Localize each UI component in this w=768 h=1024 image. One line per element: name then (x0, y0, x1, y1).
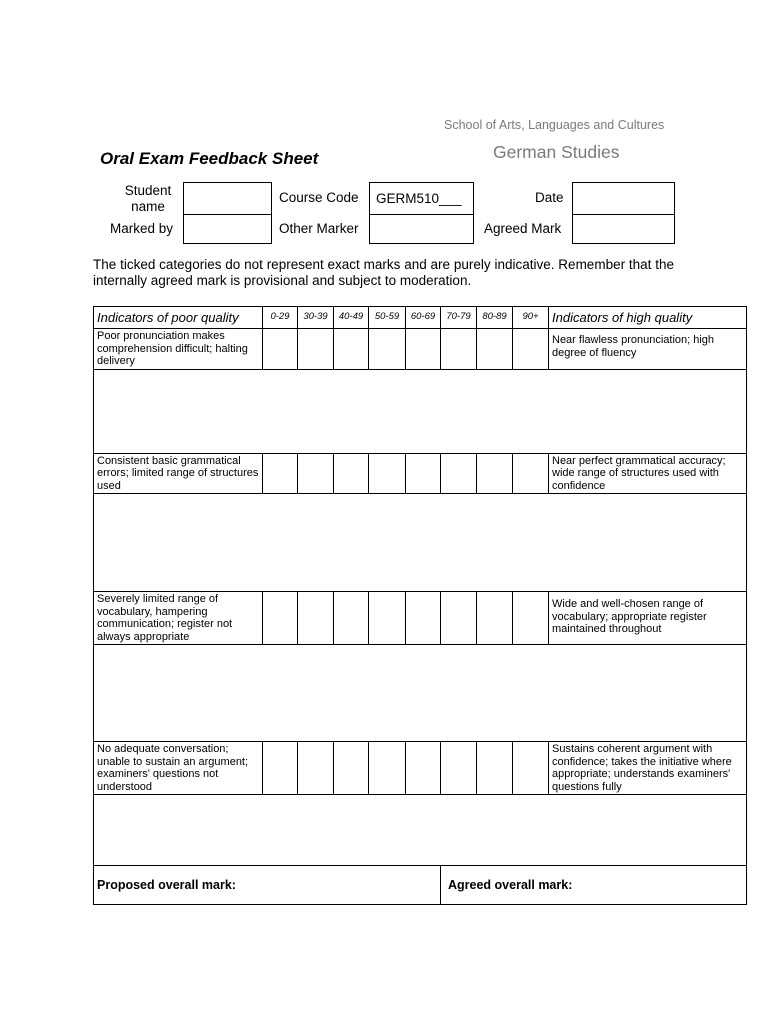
tick-box[interactable] (441, 453, 477, 494)
student-name-label: Student name (124, 183, 172, 214)
tick-box[interactable] (369, 329, 406, 370)
tick-box[interactable] (334, 329, 369, 370)
tick-box[interactable] (334, 742, 369, 795)
agreed-mark-field[interactable] (572, 214, 675, 244)
poor-indicator: Poor pronunciation makes comprehension difficult; halting delivery (94, 329, 263, 370)
tick-box[interactable] (441, 329, 477, 370)
band-header: 40-49 (334, 307, 369, 329)
tick-box[interactable] (263, 329, 298, 370)
marked-by-label: Marked by (110, 221, 174, 236)
other-marker-label: Other Marker (279, 221, 359, 236)
date-label: Date (535, 190, 564, 205)
band-header: 70-79 (441, 307, 477, 329)
tick-box[interactable] (334, 592, 369, 645)
proposed-overall-mark[interactable]: Proposed overall mark: (94, 866, 441, 905)
assessment-table (93, 306, 747, 905)
band-header: 50-59 (369, 307, 406, 329)
criteria-row (94, 329, 747, 370)
comment-space[interactable] (94, 645, 747, 742)
tick-box[interactable] (263, 592, 298, 645)
agreed-overall-mark[interactable]: Agreed overall mark: (441, 866, 747, 905)
tick-box[interactable] (369, 453, 406, 494)
tick-box[interactable] (477, 742, 513, 795)
marked-by-field[interactable] (183, 214, 272, 244)
department-name: German Studies (493, 142, 620, 162)
comment-area (94, 645, 747, 742)
high-indicator: Near perfect grammatical accuracy; wide range of structures used with confidence (549, 453, 747, 494)
band-header: 30-39 (298, 307, 334, 329)
tick-box[interactable] (298, 592, 334, 645)
comment-area (94, 369, 747, 453)
page-title: Oral Exam Feedback Sheet (100, 149, 319, 168)
criteria-row (94, 592, 747, 645)
student-name-field[interactable] (183, 182, 272, 215)
poor-indicator: Consistent basic grammatical errors; limited range of structures used (94, 453, 263, 494)
high-indicator: Near flawless pronunciation; high degree of fluency (549, 329, 747, 370)
tick-box[interactable] (369, 742, 406, 795)
tick-box[interactable] (369, 592, 406, 645)
tick-box[interactable] (477, 329, 513, 370)
poor-quality-header: Indicators of poor quality (94, 307, 263, 329)
tick-box[interactable] (406, 329, 441, 370)
tick-box[interactable] (263, 453, 298, 494)
high-quality-header: Indicators of high quality (549, 307, 747, 329)
band-header: 80-89 (477, 307, 513, 329)
comment-area (94, 494, 747, 592)
high-indicator: Sustains coherent argument with confidence; takes the initiative where appropriate; understands examiners' questions fully (549, 742, 747, 795)
course-code-value: GERM510___ (376, 191, 462, 206)
tick-box[interactable] (441, 742, 477, 795)
table-header-row (94, 307, 747, 329)
tick-box[interactable] (298, 742, 334, 795)
tick-box[interactable] (298, 453, 334, 494)
band-header: 0-29 (263, 307, 298, 329)
overall-mark-row (94, 866, 747, 905)
tick-box[interactable] (263, 742, 298, 795)
tick-box[interactable] (334, 453, 369, 494)
tick-box[interactable] (406, 592, 441, 645)
comment-space[interactable] (94, 369, 747, 453)
criteria-row (94, 742, 747, 795)
tick-box[interactable] (477, 592, 513, 645)
criteria-row (94, 453, 747, 494)
tick-box[interactable] (513, 742, 549, 795)
disclaimer-note: The ticked categories do not represent exact marks and are purely indicative. Remember that the internally agreed mark is provisional and subject to moderation. (93, 257, 674, 288)
tick-box[interactable] (406, 742, 441, 795)
course-code-label: Course Code (279, 190, 359, 205)
tick-box[interactable] (513, 329, 549, 370)
poor-indicator: Severely limited range of vocabulary, hampering communication; register not always appropriate (94, 592, 263, 645)
comment-space[interactable] (94, 795, 747, 866)
tick-box[interactable] (406, 453, 441, 494)
comment-space[interactable] (94, 494, 747, 592)
school-name: School of Arts, Languages and Cultures (444, 118, 665, 132)
tick-box[interactable] (477, 453, 513, 494)
tick-box[interactable] (441, 592, 477, 645)
other-marker-field[interactable] (369, 214, 474, 244)
poor-indicator: No adequate conversation; unable to sustain an argument; examiners' questions not understood (94, 742, 263, 795)
band-header: 60-69 (406, 307, 441, 329)
comment-area (94, 795, 747, 866)
high-indicator: Wide and well-chosen range of vocabulary; appropriate register maintained throughout (549, 592, 747, 645)
tick-box[interactable] (513, 453, 549, 494)
tick-box[interactable] (513, 592, 549, 645)
course-code-field[interactable] (369, 182, 474, 215)
date-field[interactable] (572, 182, 675, 215)
agreed-mark-label: Agreed Mark (484, 221, 562, 236)
band-header: 90+ (513, 307, 549, 329)
tick-box[interactable] (298, 329, 334, 370)
